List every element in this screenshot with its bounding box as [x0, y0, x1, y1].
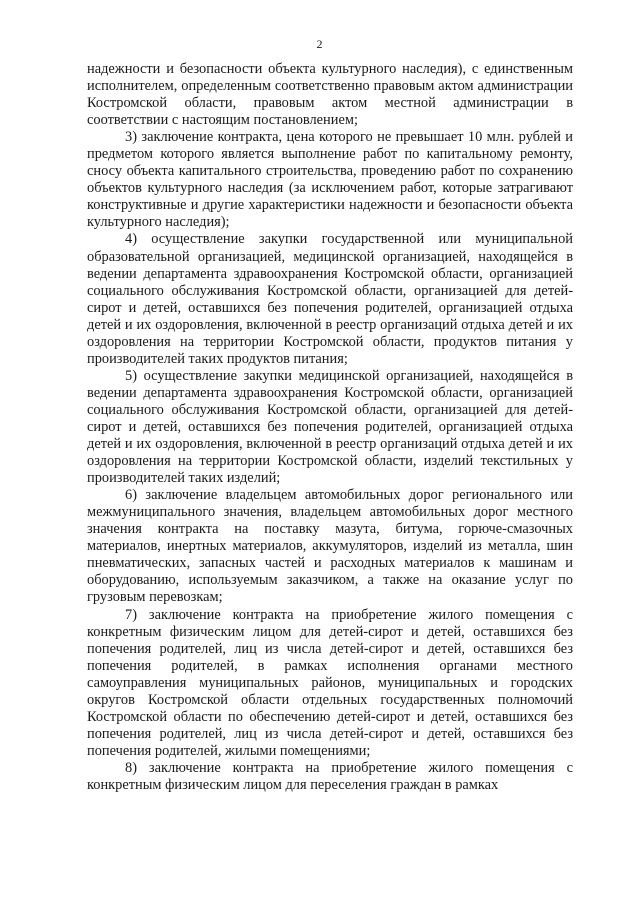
paragraph-item-4: 4) осуществление закупки государственной или муниципальной образовательной организацией, медицинской организацией, находящейся в ведении департамента здравоохранения Костромской области, организацией социального обслуживания Костромской области, организацией для детей-сирот и детей, оставшихся без попечения родителей, организацией отдыха детей и их оздоровления, включенной в реестр организаций отдыха детей и их оздоровления на территории Костромской области, продуктов питания у производителей таких продуктов питания; [87, 231, 573, 367]
paragraph-item-8: 8) заключение контракта на приобретение жилого помещения с конкретным физическим лицом для переселения граждан в рамках [87, 759, 573, 793]
paragraph-item-6: 6) заключение владельцем автомобильных дорог регионального или межмуниципального значения, владельцем автомобильных дорог местного значения контракта на поставку мазута, битума, горюче-смазочных материалов, инертных материалов, аккумуляторов, изделий из металла, шин пневматических, запасных частей и расходных материалов к машинам и оборудованию, используемым заказчиком, а также на оказание услуг по грузовым перевозкам; [87, 487, 573, 606]
page-number: 2 [316, 37, 323, 51]
paragraph-item-3: 3) заключение контракта, цена которого не превышает 10 млн. рублей и предметом которого является выполнение работ по капитальному ремонту, сносу объекта капитального строительства, проведению работ по сохранению объектов культурного наследия (за исключением работ, которые затрагивают конструктивные и другие характеристики надежности и безопасности объекта культурного наследия); [87, 129, 573, 231]
paragraph-continuation: надежности и безопасности объекта культурного наследия), с единственным исполнителем, определенным соответственно правовым актом администрации Костромской области, правовым актом местной администрации в соответствии с настоящим постановлением; [87, 61, 573, 129]
paragraph-item-5: 5) осуществление закупки медицинской организацией, находящейся в ведении департамента здравоохранения Костромской области, организацией социального обслуживания Костромской области, организацией для детей-сирот и детей, оставшихся без попечения родителей, организацией отдыха детей и их оздоровления, включенной в реестр организаций отдыха детей и их оздоровления на территории Костромской области, изделий текстильных у производителей таких изделий; [87, 367, 573, 487]
document-body [87, 61, 573, 794]
paragraph-item-7: 7) заключение контракта на приобретение жилого помещения с конкретным физическим лицом для детей-сирот и детей, оставшихся без попечения родителей, лиц из числа детей-сирот и детей, оставшихся без попечения родителей, в рамках исполнения органами местного самоуправления муниципальных районов, муниципальных и городских округов Костромской области отдельных государственных полномочий Костромской области по обеспечению детей-сирот и детей, оставшихся без попечения родителей, лиц из числа детей-сирот и детей, оставшихся без попечения родителей, жилыми помещениями; [87, 606, 573, 759]
